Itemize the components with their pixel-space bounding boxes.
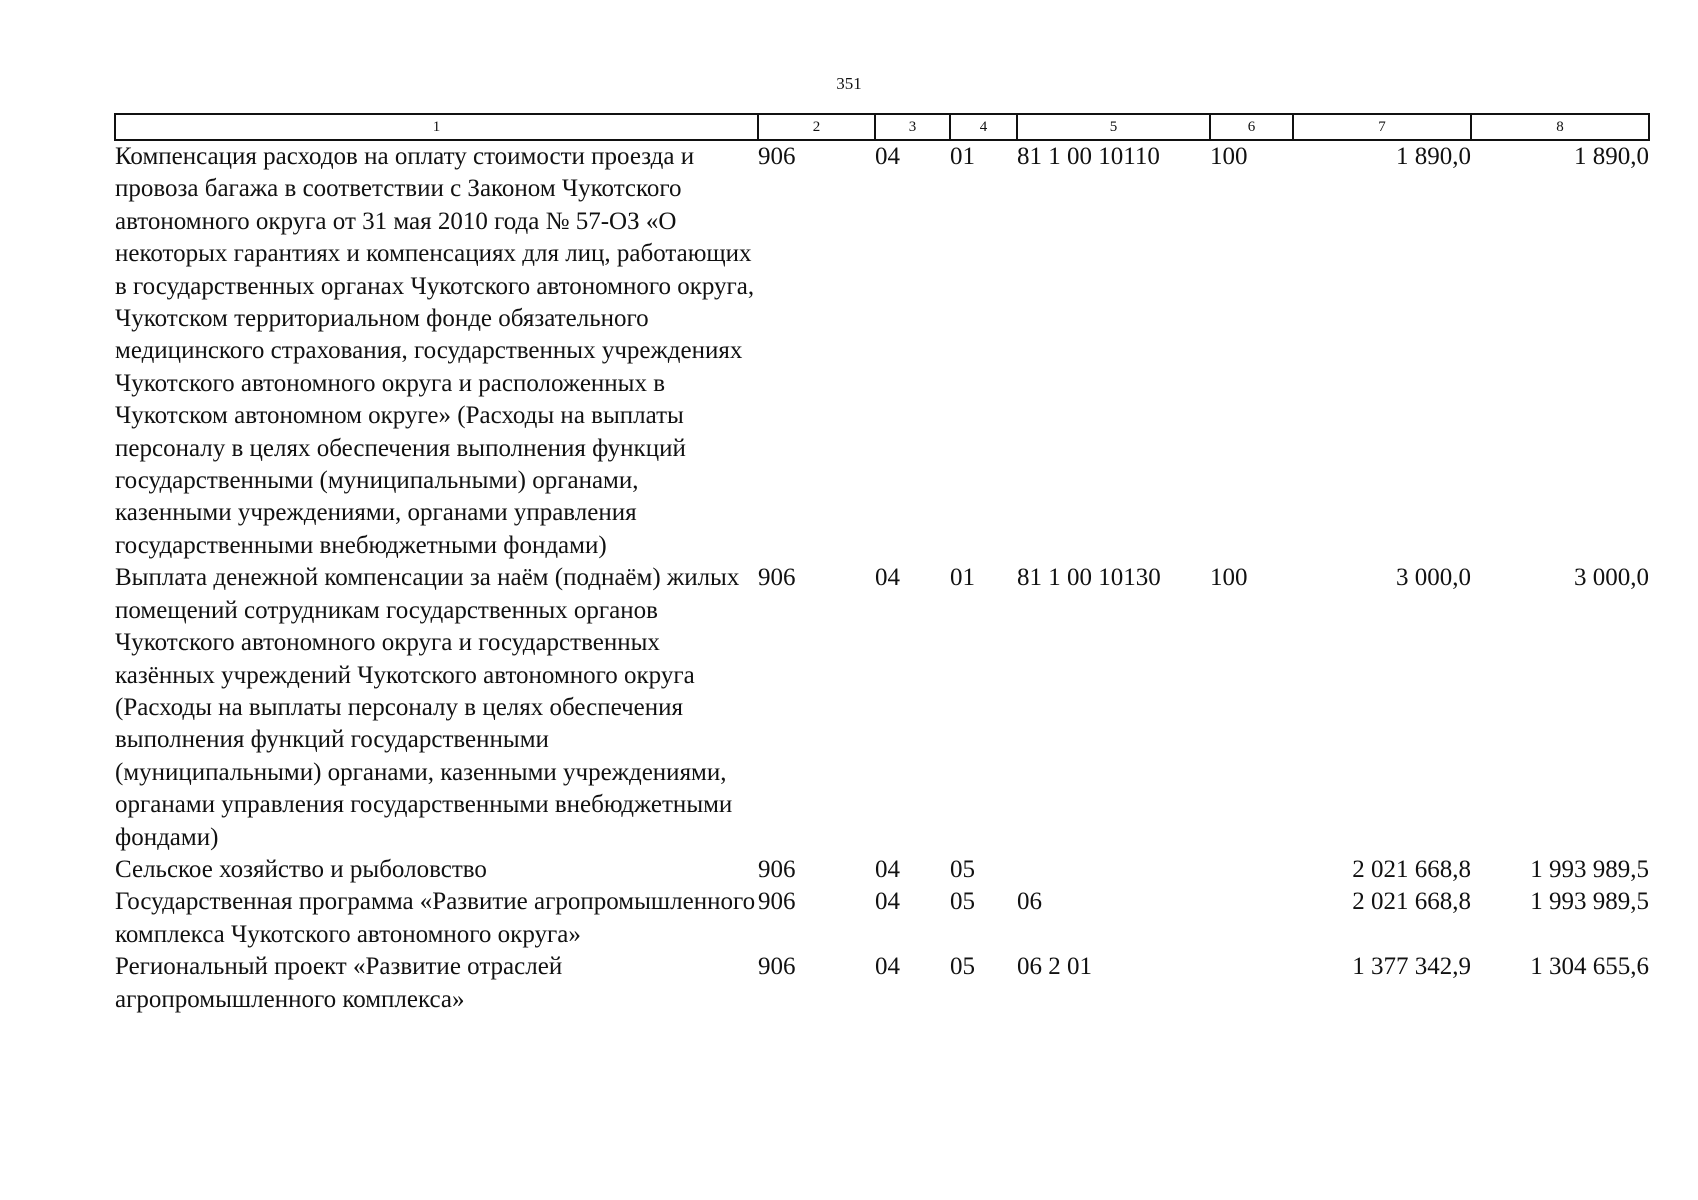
row-sum-year-1: 3 000,0	[1396, 564, 1471, 592]
column-header-4: 4	[950, 114, 1017, 140]
column-number-header	[115, 114, 1649, 140]
column-header-1: 1	[115, 114, 758, 140]
table-row	[115, 140, 1649, 562]
row-name: Региональный проект «Развитие отраслей агропромышленного комплекса»	[115, 953, 563, 1013]
row-sum-year-2: 1 890,0	[1574, 143, 1649, 170]
row-grbs: 906	[758, 143, 796, 170]
row-grbs: 906	[758, 888, 796, 916]
column-header-7: 7	[1293, 114, 1471, 140]
row-expense-type	[1210, 854, 1293, 886]
row-name: Сельское хозяйство и рыболовство	[115, 855, 487, 883]
row-sum-year-2: 1 993 989,5	[1530, 888, 1649, 916]
row-grbs: 906	[758, 953, 796, 981]
row-sum-year-2: 1 993 989,5	[1530, 855, 1649, 883]
row-subsection: 05	[950, 953, 975, 981]
table-row	[115, 886, 1649, 951]
row-subsection: 05	[950, 888, 975, 916]
row-section: 04	[875, 564, 900, 592]
table-row	[115, 562, 1649, 854]
row-expense-type	[1210, 886, 1293, 951]
row-subsection: 01	[950, 143, 975, 170]
row-name: Государственная программа «Развитие агропромышленного комплекса Чукотского автономного округа»	[115, 888, 756, 948]
column-header-8: 8	[1471, 114, 1649, 140]
row-target-article: 06 2 01	[1017, 953, 1092, 981]
row-target-article: 81 1 00 10110	[1017, 143, 1160, 170]
row-section: 04	[875, 855, 900, 883]
row-target-article: 81 1 00 10130	[1017, 564, 1161, 592]
column-header-3: 3	[875, 114, 950, 140]
row-target-article: 06	[1017, 888, 1042, 916]
row-sum-year-2: 3 000,0	[1574, 564, 1649, 592]
row-subsection: 01	[950, 564, 975, 592]
row-expense-type: 100	[1210, 143, 1248, 170]
row-target-article	[1017, 854, 1210, 886]
row-grbs: 906	[758, 564, 796, 592]
row-sum-year-1: 1 890,0	[1396, 143, 1471, 170]
column-header-6: 6	[1210, 114, 1293, 140]
row-sum-year-2: 1 304 655,6	[1530, 953, 1649, 981]
table-row	[115, 854, 1649, 886]
row-name: Выплата денежной компенсации за наём (поднаём) жилых помещений сотрудникам государственных органов Чукотского автономного округа и государственных казённых учреждений Чукотского автономного округа (Расходы на выплаты персоналу в целях обеспечения выполнения функций государственными (муниципальными) органами, казенными учреждениями, органами управления государственными внебюджетными фондами)	[115, 564, 740, 851]
column-header-2: 2	[758, 114, 875, 140]
row-sum-year-1: 1 377 342,9	[1352, 953, 1471, 981]
row-section: 04	[875, 953, 900, 981]
column-header-5: 5	[1017, 114, 1210, 140]
row-subsection: 05	[950, 855, 975, 883]
row-sum-year-1: 2 021 668,8	[1352, 888, 1471, 916]
budget-table	[114, 113, 1650, 1016]
row-grbs: 906	[758, 855, 796, 883]
row-section: 04	[875, 143, 900, 170]
row-section: 04	[875, 888, 900, 916]
row-sum-year-1: 2 021 668,8	[1352, 855, 1471, 883]
row-expense-type: 100	[1210, 564, 1248, 592]
table-row	[115, 951, 1649, 1016]
page-number: 351	[836, 74, 862, 93]
row-expense-type	[1210, 951, 1293, 1016]
row-name: Компенсация расходов на оплату стоимости проезда и провоза багажа в соответствии с Законом Чукотского автономного округа от 31 мая 2010 года № 57-ОЗ «О некоторых гарантиях и компенсациях для лиц, работающих в государственных органах Чукотского автономного округа, Чукотском территориальном фонде обязательного медицинского страхования, государственных учреждениях Чукотского автономного округа и расположенных в Чукотском автономном округе» (Расходы на выплаты персоналу в целях обеспечения выполнения функций государственными (муниципальными) органами, казенными учреждениями, органами управления государственными внебюджетными фондами)	[115, 143, 755, 559]
